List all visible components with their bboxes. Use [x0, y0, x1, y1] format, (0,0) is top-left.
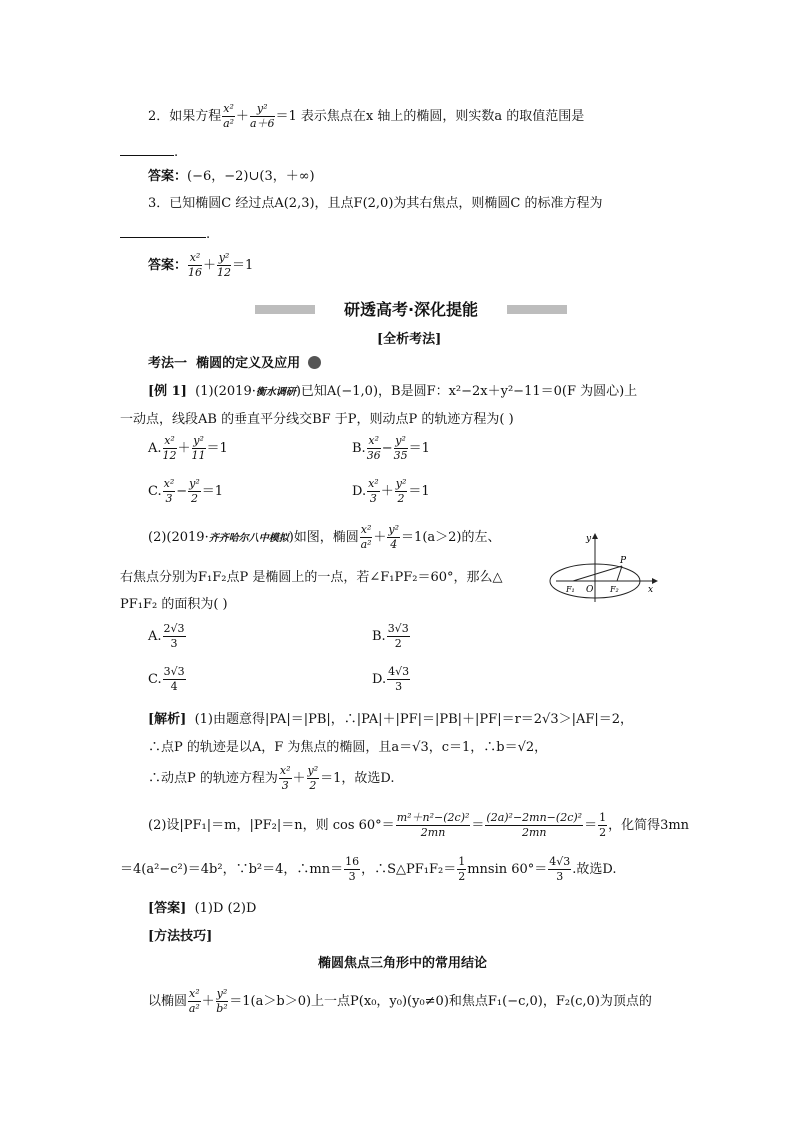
solution-line-4: (2)设|PF₁|＝m，|PF₂|＝n，则 cos 60°＝ $\frac{\text{m²＋n²−(2c)²}}{2mn}$ ＝ $\frac{\text{(2a)²−2mn−(2c)²}}{2mn}$ ＝ $\frac{1}{2}$ ，化简得3mn [148, 811, 690, 839]
q3-answer: 答案： $\frac{\text{x²}}{16}$ ＋ $\frac{\text{y²}}{12}$ ＝1 [148, 251, 254, 279]
y-label: y [586, 534, 592, 544]
answer-blank-line: . [120, 225, 210, 241]
question-text: ＝1 表示焦点在x 轴上的椭圆，则实数a 的取值范围是 [275, 109, 585, 124]
bullet-dot-icon [308, 356, 321, 369]
option-b: B. $\frac{\text{x²}}{36}$ − $\frac{\text{y²}}{35}$ ＝1 [352, 434, 430, 462]
f2-label: F₂ [610, 585, 619, 594]
question-text: ．如果方程 [156, 109, 222, 124]
banner-bar-right [507, 305, 567, 314]
analysis-heading: [全析考法] [377, 332, 442, 347]
x-axis-arrow-icon [652, 578, 658, 584]
fraction: $\frac{\text{x²}}{16}$ [188, 251, 203, 279]
option-b: B. $\frac{3√3}{2}$ [372, 622, 409, 650]
segment-f1-p [573, 566, 622, 581]
question-number: 2 [148, 109, 157, 124]
conclusion-text: 以椭圆 $\frac{\text{x²}}{\text{a²}}$ ＋ $\frac{\text{y²}}{\text{b²}}$ ＝1(a＞b＞0)上一点P(x₀，y₀)(y₀≠0)和焦点F₁(−c,0)，F₂(c,0)为顶点的 [148, 987, 652, 1015]
example-1-part-2-line3: PF₁F₂ 的面积为( ) [120, 597, 228, 612]
section-banner [255, 298, 567, 322]
banner-bar-left [255, 305, 315, 314]
f1-label: F₁ [566, 585, 575, 594]
method-tips-heading: [方法技巧] [148, 929, 213, 944]
example-1-part-2-line2: 右焦点分别为F₁F₂点P 是椭圆上的一点，若∠F₁PF₂＝60°，那么△ [120, 570, 503, 585]
solution-line-2: ∴点P 的轨迹是以A，F 为焦点的椭圆，且a＝√3，c＝1，∴b＝√2， [148, 740, 548, 755]
solution-line-3: ∴动点P 的轨迹方程为 $\frac{\text{x²}}{3}$ ＋ $\frac{\text{y²}}{2}$ ＝1，故选D. [148, 764, 395, 792]
solution-line-5: ＝4(a²−c²)＝4b²，∵b²＝4，∴mn＝ $\frac{16}{3}$ ，∴S△PF₁F₂＝ $\frac{1}{2}$ mnsin 60°＝ $\frac{4√3}{3}$ .故选D. [120, 855, 617, 883]
option-d: D. $\frac{4√3}{3}$ [372, 665, 410, 693]
answer-line: [答案] (1)D (2)D [148, 901, 257, 916]
option-a: A. $\frac{2√3}{3}$ [148, 622, 185, 650]
fraction: $\frac{\text{x²}}{\text{a²}}$ [223, 102, 235, 130]
question-2: 2．如果方程 $\frac{\text{x²}}{\text{a²}}$ ＋ $\frac{\text{y²}}{a+6}$ ＝1 表示焦点在x 轴上的椭圆，则实数a 的取值范围是 [148, 102, 585, 130]
solution-tag: [解析] [148, 712, 187, 727]
example-tag: [例 1] [148, 384, 187, 399]
example-1-part-1-line2: 一动点，线段AB 的垂直平分线交BF 于P，则动点P 的轨迹方程为( ) [120, 412, 514, 427]
solution-line-1: [解析] (1)由题意得|PA|＝|PB|，∴|PA|＋|PF|＝|PB|＋|PF|＝r＝2√3＞|AF|＝2， [148, 712, 634, 727]
source-label: 衡水调研 [255, 387, 296, 398]
answer-label: 答案： [148, 169, 188, 184]
x-label: x [648, 585, 654, 595]
answer-blank-line: . [120, 143, 178, 159]
option-a: A. $\frac{\text{x²}}{12}$ ＋ $\frac{\text{y²}}{11}$ ＝1 [148, 434, 228, 462]
segment-f2-p [617, 566, 622, 581]
option-c: C. $\frac{\text{x²}}{3}$ − $\frac{\text{y²}}{2}$ ＝1 [148, 477, 224, 505]
option-c: C. $\frac{3√3}{4}$ [148, 665, 185, 693]
conclusion-title: 椭圆焦点三角形中的常用结论 [318, 956, 488, 971]
fraction: $\frac{\text{y²}}{12}$ [217, 251, 232, 279]
example-1-part-2: (2)(2019·齐齐哈尔八中模拟)如图，椭圆 $\frac{\text{x²}}{\text{a²}}$ ＋ $\frac{\text{y²}}{4}$ ＝1(a＞2)的左、 [148, 523, 501, 551]
option-d: D. $\frac{\text{x²}}{3}$ ＋ $\frac{\text{y²}}{2}$ ＝1 [352, 477, 430, 505]
ellipse-figure [548, 530, 658, 605]
source-label: 齐齐哈尔八中模拟 [208, 533, 289, 544]
answer-blank [120, 225, 206, 238]
question-3: 3．已知椭圆C 经过点A(2,3)，且点F(2,0)为其右焦点，则椭圆C 的标准方程为 [148, 196, 603, 211]
o-label: O [586, 585, 594, 595]
answer-tag: [答案] [148, 901, 187, 916]
method-heading: 考法一 椭圆的定义及应用 [148, 356, 321, 370]
banner-title: 研透高考·深化提能 [343, 300, 479, 319]
p-label: P [620, 556, 627, 566]
answer-label: 答案： [148, 258, 188, 273]
example-1-part-1: [例 1] (1)(2019·衡水调研)已知A(−1,0)，B是圆F：x²−2x＋y²−11＝0(F 为圆心)上 [148, 384, 638, 399]
fraction: $\frac{\text{y²}}{a+6}$ [249, 102, 275, 130]
y-axis-arrow-icon [592, 533, 598, 539]
answer-value: (−6，−2)∪(3，＋∞) [187, 169, 315, 184]
answer-blank [120, 143, 174, 156]
q2-answer [148, 170, 315, 183]
